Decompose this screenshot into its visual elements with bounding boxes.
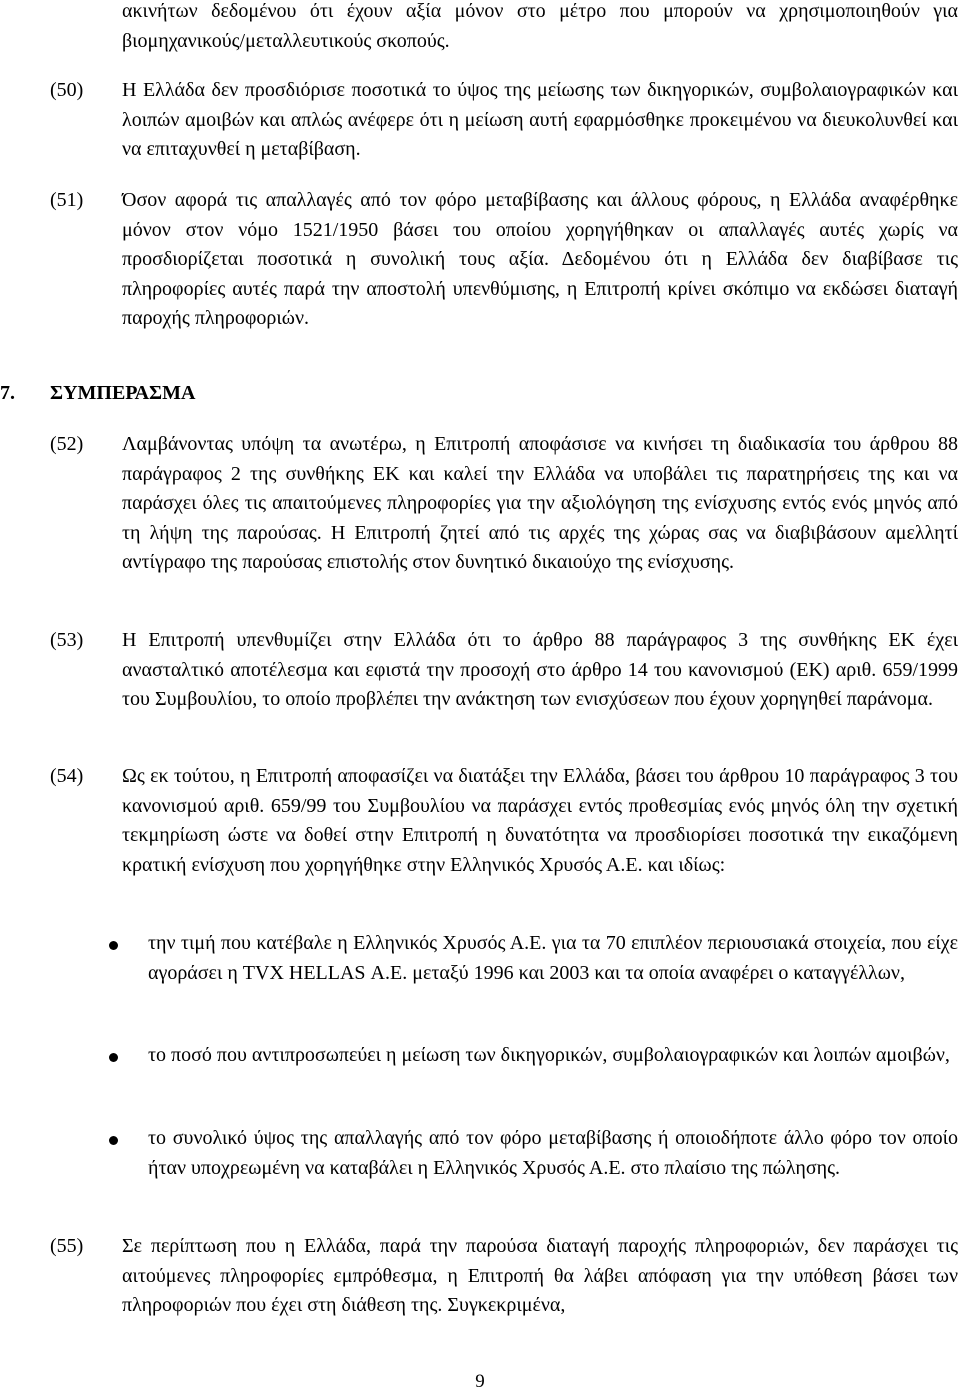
bullet-item-1: την τιμή που κατέβαλε η Ελληνικός Χρυσός Α.Ε. για τα 70 επιπλέον περιουσιακά στοιχεία, που είχε αγοράσει η TVX HELLAS Α.Ε. μεταξύ 1996 και 2003 και τα οποία αναφέρει ο καταγγέλλων, xyxy=(148,932,958,984)
paragraph-50: Η Ελλάδα δεν προσδιόρισε ποσοτικά το ύψος της μείωσης των δικηγορικών, συμβολαιογραφικών και λοιπών αμοιβών και απλώς ανέφερε ότι η μείωση αυτή εφαρμόσθηκε προκειμένου να διευκολυνθεί και να επιταχυνθεί η μεταβίβαση. xyxy=(122,79,958,160)
paragraph-54: Ως εκ τούτου, η Επιτροπή αποφασίζει να διατάξει την Ελλάδα, βάσει του άρθρου 10 παράγραφος 3 του κανονισμού αριθ. 659/99 του Συμβουλίου να παράσχει εντός προθεσμίας ενός μηνός όλη την σχετική τεκμηρίωση ώστε να δοθεί στην Επιτροπή η δυνατότητα να προσδιορίσει ποσοτικά την εικαζόμενη κρατική ενίσχυση που χορηγήθηκε στην Ελληνικός Χρυσός Α.Ε. και ιδίως: xyxy=(122,765,958,876)
paragraph-number-55: (55) xyxy=(50,1235,84,1257)
paragraph-52: Λαμβάνοντας υπόψη τα ανωτέρω, η Επιτροπή αποφάσισε να κινήσει τη διαδικασία του άρθρου 88 παράγραφος 2 της συνθήκης ΕΚ και καλεί την Ελλάδα να υποβάλει τις παρατηρήσεις της και να παράσχει όλες τις απαιτούμενες πληροφορίες για την αξιολόγηση της ενίσχυσης εντός ενός μηνός από τη λήψη της παρούσας. Η Επιτροπή ζητεί από τις αρχές της χώρας σας να διαβιβάσουν αμελλητί αντίγραφο της παρούσας επιστολής στον δυνητικό δικαιούχο της ενίσχυσης. xyxy=(122,433,958,573)
paragraph-51: Όσον αφορά τις απαλλαγές από τον φόρο μεταβίβασης και άλλους φόρους, η Ελλάδα αναφέρθηκε μόνον στον νόμο 1521/1950 βάσει του οποίου χορηγήθηκαν οι απαλλαγές αυτές χωρίς να προσδιορίζεται ποσοτικά η συνολική τους αξία. Δεδομένου ότι η Ελλάδα δεν διαβίβασε τις πληροφορίες αυτές παρά την αποστολή υπενθύμισης, η Επιτροπή κρίνει σκόπιμο να εκδώσει διαταγή παροχής πληροφοριών. xyxy=(122,189,958,329)
paragraph-number-53: (53) xyxy=(50,629,84,651)
paragraph-53: Η Επιτροπή υπενθυμίζει στην Ελλάδα ότι το άρθρο 88 παράγραφος 3 της συνθήκης ΕΚ έχει ανασταλτικό αποτέλεσμα και εφιστά την προσοχή στο άρθρο 14 του κανονισμού (ΕΚ) αριθ. 659/1999 του Συμβουλίου, το οποίο προβλέπει την ανάκτηση των ενισχύσεων που έχουν χορηγηθεί παράνομα. xyxy=(122,629,958,710)
section-number: 7. xyxy=(0,382,15,404)
page-number: 9 xyxy=(475,1371,485,1392)
bullet-item-2: το ποσό που αντιπροσωπεύει η μείωση των δικηγορικών, συμβολαιογραφικών και λοιπών αμοιβών, xyxy=(148,1044,950,1066)
bullet-icon xyxy=(109,941,118,950)
paragraph-number-50: (50) xyxy=(50,79,84,101)
intro-paragraph: ακινήτων δεδομένου ότι έχουν αξία μόνον στο μέτρο που μπορούν να χρησιμοποιηθούν για βιομηχανικούς/μεταλλευτικούς σκοπούς. xyxy=(122,0,958,52)
bullet-icon xyxy=(109,1053,118,1062)
paragraph-number-54: (54) xyxy=(50,765,84,787)
bullet-item-3: το συνολικό ύψος της απαλλαγής από τον φόρο μεταβίβασης ή οποιοδήποτε άλλο φόρο τον οποίο ήταν υποχρεωμένη να καταβάλει η Ελληνικός Χρυσός Α.Ε. στο πλαίσιο της πώλησης. xyxy=(148,1127,958,1179)
section-heading: ΣΥΜΠΕΡΑΣΜΑ xyxy=(50,382,196,404)
bullet-icon xyxy=(109,1136,118,1145)
paragraph-number-51: (51) xyxy=(50,189,84,211)
paragraph-55: Σε περίπτωση που η Ελλάδα, παρά την παρούσα διαταγή παροχής πληροφοριών, δεν παράσχει τις αιτούμενες πληροφορίες εμπρόθεσμα, η Επιτροπή θα λάβει απόφαση για την υπόθεση βάσει των πληροφοριών που έχει στη διάθεση της. Συγκεκριμένα, xyxy=(122,1235,958,1316)
paragraph-number-52: (52) xyxy=(50,433,84,455)
